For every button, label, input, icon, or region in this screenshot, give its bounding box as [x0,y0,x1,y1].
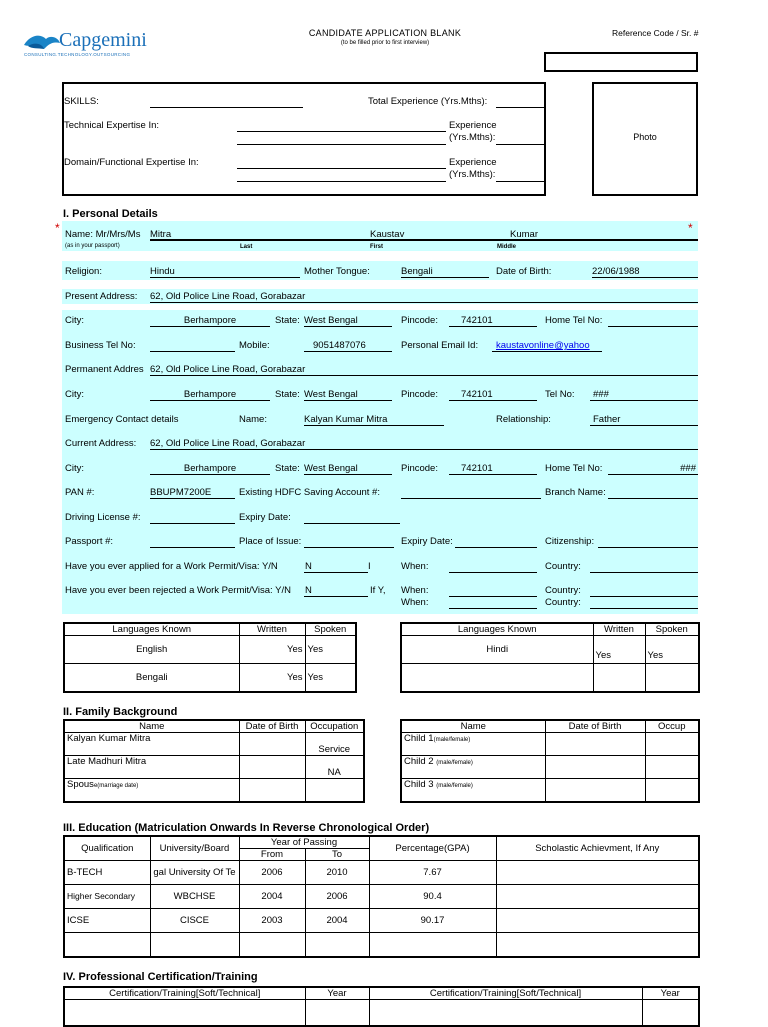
lang-header-written: Written [239,623,305,636]
work-permit-when-label: When: [401,561,429,572]
rejected-country-label-1: Country: [545,585,581,596]
pincode-field-2 [449,400,537,401]
edu-header-year: Year of Passing [239,836,369,849]
family-table-left [63,719,365,803]
lang-spoken-cell[interactable]: Yes [645,636,699,664]
child-occupation-cell[interactable] [645,733,699,756]
edu-header-achievement: Scholastic Achievment, If Any [496,836,699,861]
city-value-2[interactable]: Berhampore [183,389,237,400]
spouse-marriage-note: e(marriage date) [93,783,139,789]
last-name-value[interactable]: Mitra [150,229,172,240]
pan-field [150,498,235,499]
skills-field[interactable] [150,107,303,108]
city-field-2 [150,400,270,401]
child-occupation-cell[interactable] [645,756,699,779]
passport-label: Passport #: [65,536,114,547]
family-header-name: Name [64,720,239,733]
lang-spoken-cell[interactable] [645,664,699,692]
certification-heading: IV. Professional Certification/Training [63,971,258,983]
cert-year-cell-2[interactable] [642,1000,699,1026]
pincode-label: Pincode: [401,315,438,326]
edu-from-cell[interactable]: 2006 [239,861,305,885]
child-dob-cell[interactable] [545,733,645,756]
pincode-field-3 [449,474,537,475]
family-table-right [400,719,700,803]
state-label: State: [275,315,300,326]
reference-code-field[interactable] [544,52,698,72]
dob-field [592,277,698,278]
passport-field[interactable] [150,547,235,548]
family-name-cell[interactable]: Late Madhuri Mitra [64,756,239,779]
lang-cell[interactable] [401,664,593,692]
rejected-country-label-2: Country: [545,597,581,608]
edu-header-to: To [305,849,369,861]
middle-name-value[interactable]: Kumar [510,229,538,240]
edu-header-university: University/Board [150,836,239,861]
first-name-caption: First [370,244,384,250]
home-tel-value-3[interactable]: ### [680,463,696,474]
edu-from-cell[interactable]: 2004 [239,885,305,909]
pincode-value-3[interactable]: 742101 [461,463,493,474]
permanent-address-field [150,375,698,376]
citizenship-field[interactable] [598,547,698,548]
work-permit-field [304,572,368,573]
rejected-when-label-1: When: [401,585,429,596]
lang-header-languages: Languages Known [64,623,239,636]
cert-name-cell[interactable] [64,1000,305,1026]
pincode-label-2: Pincode: [401,389,438,400]
place-of-issue-label: Place of Issue: [239,536,302,547]
cert-header-name-2: Certification/Training[Soft/Technical] [369,987,642,1000]
photo-label: Photo [633,132,657,142]
edu-header-percentage: Percentage(GPA) [369,836,496,861]
child-dob-cell[interactable] [545,756,645,779]
business-tel-label: Business Tel No: [65,340,136,351]
child-gender-note: (male/female) [433,737,471,743]
domain-experience-field[interactable] [496,181,544,182]
edu-qualification-cell[interactable]: Higher Secondary [64,885,150,909]
driving-license-label: Driving License #: [65,512,141,523]
home-tel-label-3: Home Tel No: [545,463,603,474]
languages-table-right [400,622,700,693]
education-table [63,835,700,958]
city-label-3: City: [65,463,84,474]
required-star-left: * [55,221,60,235]
skills-label: SKILLS: [64,96,99,107]
edu-university-cell[interactable]: WBCHSE [150,885,239,909]
tech-experience-field[interactable] [496,144,544,145]
family-header-dob: Date of Birth [239,720,305,733]
lang-header-spoken: Spoken [645,623,699,636]
work-permit-country-field[interactable] [590,572,698,573]
child-label: Child 1 [404,733,434,744]
domain-expertise-label: Domain/Functional Expertise In: [64,157,199,168]
lang-header-written: Written [593,623,645,636]
rejected-field [304,596,368,597]
technical-expertise-field-1[interactable] [237,131,446,132]
mother-tongue-value[interactable]: Bengali [401,266,433,277]
first-name-value[interactable]: Kaustav [370,229,405,240]
emergency-name-label: Name: [239,414,267,425]
required-star-right: * [688,221,693,235]
languages-table-left [63,622,357,693]
spouse-name-cell[interactable] [64,779,239,802]
city-value[interactable]: Berhampore [183,315,237,326]
edu-to-cell[interactable] [305,933,369,957]
rejected-when-field-1[interactable] [449,596,537,597]
family-background-heading: II. Family Background [63,706,178,718]
name-label: Name: Mr/Mrs/Ms [65,229,141,240]
work-permit-mark: I [368,561,371,572]
edu-university-cell[interactable]: gal University Of Te [150,861,239,885]
lang-cell[interactable]: Hindi [401,636,593,664]
passport-expiry-field[interactable] [455,547,537,548]
edu-header-qualification: Qualification [64,836,150,861]
home-tel-field-3 [608,474,698,475]
home-tel-field[interactable] [608,326,698,327]
pincode-label-3: Pincode: [401,463,438,474]
children-header-occupation: Occup [645,720,699,733]
lang-cell[interactable]: English [64,636,239,664]
logo-spade-icon [22,31,62,53]
lang-header-spoken: Spoken [305,623,356,636]
lang-written-cell[interactable] [593,664,645,692]
mobile-label: Mobile: [239,340,270,351]
child-occupation-cell[interactable] [645,779,699,802]
technical-expertise-field-2[interactable] [237,144,446,145]
pan-label: PAN #: [65,487,95,498]
form-title: CANDIDATE APPLICATION BLANK [308,28,462,38]
children-header-name: Name [401,720,545,733]
family-occupation-cell[interactable]: NA [305,756,364,779]
edu-achievement-cell[interactable] [496,885,699,909]
state-label-2: State: [275,389,300,400]
rejected-when-field-2[interactable] [449,608,537,609]
family-dob-cell[interactable] [239,779,305,802]
state-label-3: State: [275,463,300,474]
total-experience-field[interactable] [496,107,544,108]
city-field-3 [150,474,270,475]
tel-label: Tel No: [545,389,575,400]
edu-achievement-cell[interactable] [496,933,699,957]
tech-experience-label: Experience [449,120,497,131]
hdfc-account-label: Existing HDFC Saving Account #: [239,487,380,498]
rejected-country-field-2[interactable] [590,608,698,609]
state-field-3 [304,474,392,475]
child-name-cell[interactable] [401,779,545,802]
rejected-if-yes-label: If Y, [370,585,386,596]
edu-qualification-cell[interactable]: ICSE [64,909,150,933]
domain-expertise-field-1[interactable] [237,168,446,169]
lang-written-cell[interactable]: Yes [593,636,645,664]
branch-name-field[interactable] [608,498,698,499]
tech-experience-unit-label: (Yrs.Mths): [449,132,496,143]
certification-table [63,986,700,1027]
religion-field [150,277,300,278]
edu-to-cell[interactable]: 2006 [305,885,369,909]
emergency-contact-label: Emergency Contact details [65,414,179,425]
cert-year-cell[interactable] [305,1000,369,1026]
child-name-cell[interactable] [401,733,545,756]
child-gender-note: (male/female) [436,760,473,766]
relationship-value[interactable]: Father [593,414,621,425]
work-permit-country-label: Country: [545,561,581,572]
business-tel-field[interactable] [150,351,235,352]
dl-expiry-label: Expiry Date: [239,512,291,523]
pincode-value-2[interactable]: 742101 [461,389,493,400]
family-dob-cell[interactable] [239,733,305,756]
rejected-when-label-2: When: [401,597,429,608]
family-header-occupation: Occupation [305,720,364,733]
child-label: Child 2 [404,756,434,767]
emergency-name-field [304,425,444,426]
work-permit-when-field[interactable] [449,572,537,573]
tel-value[interactable]: ### [593,389,609,400]
edu-from-cell[interactable] [239,933,305,957]
rejected-answer[interactable]: N [305,585,312,596]
brand-tagline: CONSULTING.TECHNOLOGY.OUTSOURCING [24,52,131,57]
state-field-2 [304,400,392,401]
dl-expiry-field[interactable] [304,523,400,524]
brand-name: Capgemini [59,29,147,51]
current-address-label: Current Address: [65,438,137,449]
edu-header-from: From [239,849,305,861]
tel-field [590,400,698,401]
present-address-label: Present Address: [65,291,138,302]
driving-license-field[interactable] [150,523,235,524]
email-link[interactable]: kaustavonline@yahoo [496,340,590,351]
spouse-label: Spous [67,779,94,790]
edu-percentage-cell[interactable] [369,933,496,957]
edu-qualification-cell[interactable] [64,933,150,957]
lang-header-languages: Languages Known [401,623,593,636]
home-tel-label: Home Tel No: [545,315,603,326]
cert-header-name: Certification/Training[Soft/Technical] [64,987,305,1000]
name-passport-note: (as in your passport) [65,243,120,249]
technical-expertise-label: Technical Expertise In: [64,120,160,131]
citizenship-label: Citizenship: [545,536,595,547]
family-occupation-cell[interactable] [305,779,364,802]
rejected-country-field-1[interactable] [590,596,698,597]
child-gender-note: (male/female) [436,783,473,789]
place-of-issue-field[interactable] [304,547,394,548]
relationship-label: Relationship: [496,414,551,425]
mother-tongue-field [401,277,489,278]
mother-tongue-label: Mother Tongue: [304,266,370,277]
cert-name-cell-2[interactable] [369,1000,642,1026]
domain-expertise-field-2[interactable] [237,181,446,182]
city-field [150,326,270,327]
emergency-name-value[interactable]: Kalyan Kumar Mitra [304,414,388,425]
pan-value[interactable]: BBUPM7200E [150,487,212,498]
present-address-field [150,302,698,303]
lang-written-cell[interactable]: Yes [239,664,305,692]
company-logo [22,28,162,58]
religion-label: Religion: [65,266,102,277]
edu-to-cell[interactable]: 2010 [305,861,369,885]
edu-percentage-cell[interactable]: 90.4 [369,885,496,909]
mobile-value[interactable]: 9051487076 [313,340,366,351]
total-experience-label: Total Experience (Yrs.Mths): [368,96,488,107]
city-value-3[interactable]: Berhampore [183,463,237,474]
state-field [304,326,392,327]
children-header-dob: Date of Birth [545,720,645,733]
education-heading: III. Education (Matriculation Onwards In Reverse Chronological Order) [63,822,430,834]
current-address-value[interactable]: 62, Old Police Line Road, Gorabazar [150,438,306,449]
pincode-value[interactable]: 742101 [461,315,493,326]
permanent-address-label: Permanent Addres [65,364,144,375]
permanent-address-value[interactable]: 62, Old Police Line Road, Gorabazar [150,364,306,375]
cert-header-year: Year [305,987,369,1000]
reference-code-label: Reference Code / Sr. # [612,28,699,38]
present-address-value[interactable]: 62, Old Police Line Road, Gorabazar [150,291,306,302]
hdfc-account-field[interactable] [401,498,541,499]
name-field-line [150,239,698,241]
edu-achievement-cell[interactable] [496,909,699,933]
last-name-caption: Last [240,244,253,250]
dob-value[interactable]: 22/06/1988 [592,266,640,277]
edu-percentage-cell[interactable]: 90.17 [369,909,496,933]
lang-cell[interactable]: Bengali [64,664,239,692]
edu-to-cell[interactable]: 2004 [305,909,369,933]
domain-experience-label: Experience [449,157,497,168]
personal-details-heading: I. Personal Details [63,208,158,220]
religion-value[interactable]: Hindu [150,266,175,277]
edu-achievement-cell[interactable] [496,861,699,885]
family-name-cell[interactable]: Kalyan Kumar Mitra [64,733,239,756]
work-permit-answer[interactable]: N [305,561,312,572]
passport-expiry-label: Expiry Date: [401,536,453,547]
family-dob-cell[interactable] [239,756,305,779]
email-field [492,351,602,352]
edu-university-cell[interactable] [150,933,239,957]
edu-percentage-cell[interactable]: 7.67 [369,861,496,885]
edu-university-cell[interactable]: CISCE [150,909,239,933]
child-name-cell[interactable] [401,756,545,779]
dob-label: Date of Birth: [496,266,552,277]
child-dob-cell[interactable] [545,779,645,802]
work-permit-question: Have you ever applied for a Work Permit/Visa: Y/N [65,561,278,572]
city-label-2: City: [65,389,84,400]
mobile-field [304,351,392,352]
relationship-field [590,425,698,426]
lang-spoken-cell[interactable]: Yes [305,664,356,692]
state-value-3[interactable]: West Bengal [304,463,358,474]
email-label: Personal Email Id: [401,340,479,351]
lang-written-cell[interactable]: Yes [239,636,305,664]
pincode-field [449,326,537,327]
cert-header-year-2: Year [642,987,699,1000]
lang-spoken-cell[interactable]: Yes [305,636,356,664]
rejected-question: Have you ever been rejected a Work Permit/Visa: Y/N [65,585,291,596]
city-label: City: [65,315,84,326]
domain-experience-unit-label: (Yrs.Mths): [449,169,496,180]
branch-name-label: Branch Name: [545,487,606,498]
form-subtitle: (to be filled prior to first interview) [340,40,430,46]
current-address-field [150,449,698,450]
state-value[interactable]: West Bengal [304,315,358,326]
edu-from-cell[interactable]: 2003 [239,909,305,933]
state-value-2[interactable]: West Bengal [304,389,358,400]
child-label: Child 3 [404,779,434,790]
middle-name-caption: Middle [497,244,516,250]
edu-qualification-cell[interactable]: B-TECH [64,861,150,885]
family-occupation-cell[interactable]: Service [305,733,364,756]
